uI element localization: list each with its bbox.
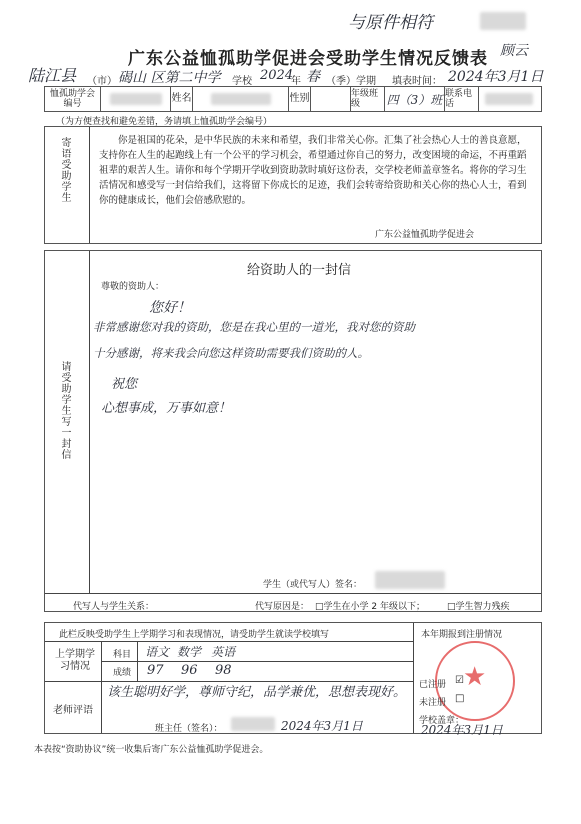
- message-label: 寄语受助学生: [59, 137, 70, 203]
- letter-line-2: 十分感谢，将来我会向您这样资助需要我们资助的人。: [93, 346, 369, 360]
- school-seal-label: 学校盖章：: [419, 716, 465, 726]
- message-body: 你是祖国的花朵，是中华民族的未来和希望，我们非常关心你。汇集了社会热心人士的善良意愿，支持你在人生的起跑线上有一个公平的学习机会，希望通过你自己的努力，改变困境的命运，不再重蹈祖辈的艰苦人生。请你和每个学期开学收到资助款时填好这份表，交学校老师盖章签名。将你的学习生活情况和感受写一封信给我们，这将留下你成长的足迹，我们会转寄给资助和关心你的热心人士，看到你的健康成长，他们会倍感欣慰的。: [99, 135, 527, 206]
- not-registered-label: 未注册: [419, 698, 447, 708]
- subject-2: 数学: [177, 645, 202, 659]
- letter-greeting: 您好！: [149, 300, 191, 316]
- letter-box: [44, 250, 542, 612]
- score-2: 96: [181, 663, 198, 678]
- reason-checkbox-1[interactable]: □学生在小学 2 年级以下；: [315, 602, 425, 612]
- signature-label: 学生（或代写人）签名：: [263, 580, 363, 590]
- reason-1-label: 学生在小学 2 年级以下；: [323, 602, 425, 612]
- subject-label: 科目: [113, 650, 132, 660]
- phone-value: [479, 87, 541, 111]
- page-title: 广东公益恤孤助学促进会受助学生情况反馈表: [128, 49, 488, 69]
- grade-label: 年级班级: [351, 87, 385, 111]
- id-value: [101, 87, 171, 111]
- year-hand: 2024: [260, 68, 294, 83]
- date-label: 填表时间：: [392, 76, 442, 87]
- score-3: 98: [215, 663, 232, 678]
- info-row: [44, 86, 542, 112]
- score-label: 成绩: [113, 668, 132, 678]
- score-1: 97: [147, 663, 164, 678]
- letter-line-1: 非常感谢您对我的资助，您是在我心里的一道光，我对您的资助: [93, 320, 415, 334]
- registered-label: 已注册: [419, 680, 447, 690]
- letter-heading: 给资助人的一封信: [247, 263, 352, 278]
- registration-header: 本年期报到注册情况: [421, 630, 503, 640]
- letter-salutation: 尊敬的资助人：: [101, 282, 165, 292]
- school-section: [44, 622, 542, 737]
- city-suffix: （市）: [87, 76, 117, 87]
- season-suffix: （季）学期: [326, 76, 376, 87]
- footer-note: 本表按“资助协议”统一收集后寄广东公益恤孤助学促进会。: [34, 745, 269, 755]
- school-hand: 碣山 区第二中学: [118, 70, 221, 86]
- redacted-block: [480, 12, 526, 30]
- teacher-date: 2024年3月1日: [281, 719, 363, 733]
- phone-label: 联系电话: [445, 87, 479, 111]
- letter-side-label: 请受助学生写一封信: [59, 361, 70, 460]
- id-label: 恤孤助学会编号: [45, 87, 101, 111]
- redacted-teacher: [231, 717, 275, 731]
- redacted-signature: [375, 571, 445, 589]
- date-hand: 2024年3月1日: [448, 69, 544, 85]
- note-signature: 顾云: [500, 43, 528, 59]
- gender-value: [311, 87, 351, 111]
- name-label: 姓名: [171, 87, 193, 111]
- gender-label: 性别: [289, 87, 311, 111]
- school-date: 2024年3月1日: [421, 723, 503, 737]
- comment-label: 老师评语: [53, 705, 93, 716]
- subject-1: 语文: [145, 645, 170, 659]
- reason-2-label: 学生智力残疾: [455, 602, 510, 612]
- subject-3: 英语: [211, 645, 236, 659]
- registered-checkbox[interactable]: ☑: [455, 675, 464, 686]
- grade-value: 四（3）班: [385, 87, 445, 111]
- school-suffix: 学校: [232, 76, 252, 87]
- season-hand: 春: [306, 69, 320, 85]
- letter-closing-2: 心想事成，万事如意！: [101, 401, 232, 416]
- study-label: 上学期学习情况: [55, 649, 95, 672]
- proxy-reason-label: 代写原因是：: [255, 602, 310, 612]
- message-sign: 广东公益恤孤助学促进会: [375, 230, 475, 240]
- message-box: [44, 126, 542, 244]
- letter-closing-1: 祝您: [111, 377, 138, 392]
- name-value: [193, 87, 289, 111]
- not-registered-checkbox[interactable]: □: [455, 693, 465, 704]
- city-hand: 陆江县: [28, 66, 77, 85]
- info-note: （为方便查找和避免差错，务请填上恤孤助学会编号）: [56, 117, 273, 127]
- school-note: 此栏反映受助学生上学期学习和表现情况，请受助学生就读学校填写: [59, 630, 330, 640]
- year-suffix: 年: [291, 76, 301, 87]
- reason-checkbox-2[interactable]: □学生智力残疾: [447, 602, 510, 612]
- head-teacher-label: 班主任（签名）：: [155, 724, 223, 734]
- teacher-comment: 该生聪明好学，尊师守纪，品学兼优，思想表现好。: [107, 685, 407, 700]
- school-seal: ★: [435, 641, 515, 721]
- proxy-relation-label: 代写人与学生关系：: [73, 602, 155, 612]
- certified-copy-note: 与原件相符: [348, 13, 433, 33]
